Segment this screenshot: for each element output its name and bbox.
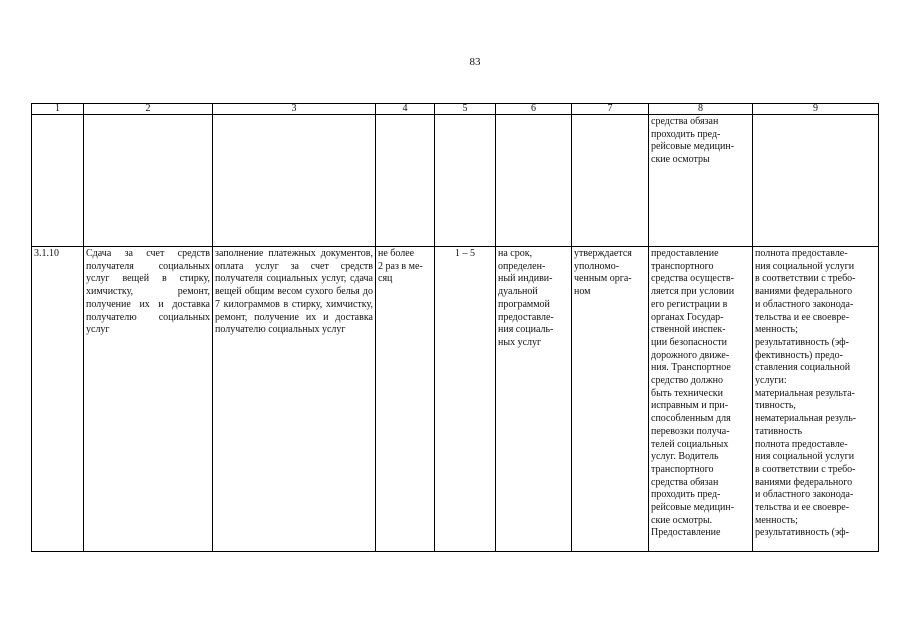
empty-cell: [435, 115, 496, 247]
column-number-row: [32, 104, 879, 115]
continued-conditions-cell: средства обязан проходить пред- рейсовые медицин- ские осмотры: [649, 115, 753, 247]
column-header: 2: [84, 104, 213, 115]
column-header: 8: [649, 104, 753, 115]
conditions-cell: предоставление транспортного средства осуществ- ляется при условии его регистрации в органах Государ- ственной инспек- ции безопасности дорожного движе- ния. Транспортное средство должно быть технически исправным и при- способленным для перевозки получа- телей социальных услуг. Водитель транспортного средства обязан проходить пред- рейсовые медицин- ские осмотры. Предоставление: [649, 247, 753, 552]
column-header: 4: [376, 104, 435, 115]
units-cell: 1 – 5: [435, 247, 496, 552]
term-cell: на срок, определен- ный индиви- дуальной программой предоставле- ния социаль- ных услуг: [496, 247, 572, 552]
empty-cell: [376, 115, 435, 247]
column-header: 7: [572, 104, 649, 115]
column-header: 6: [496, 104, 572, 115]
column-header: 9: [753, 104, 879, 115]
empty-cell: [84, 115, 213, 247]
column-header: 5: [435, 104, 496, 115]
empty-cell: [213, 115, 376, 247]
quality-indicators-cell: полнота предоставле- ния социальной услуги в соответствии с требо- ваниями федерального и областного законода- тельства и ее своевре- менность; результативность (эф- фективность) предо- ставления социальной услуги: материальная результа- тивность, нематериальная резуль- тативность полнота предоставле- ния социальной услуги в соответствии с требо- ваниями федерального и областного законода- тельства и ее своевре- менность; результативность (эф-: [753, 247, 879, 552]
service-code-cell: 3.1.10: [32, 247, 84, 552]
column-header: 3: [213, 104, 376, 115]
service-description-cell: заполнение платежных документов, оплата услуг за счет средств получателя социальных услуг, сдача вещей общим весом сухого белья до 7 килограммов в стирку, химчистку, ремонт, получение их и доставка получателю социальных услуг: [213, 247, 376, 552]
approval-cell: утверждается уполномо- ченным орга- ном: [572, 247, 649, 552]
continuation-row: [32, 115, 879, 247]
service-name-cell: Сдача за счет средств получателя социальных услуг вещей в стирку, химчистку, ремонт, получение их и доставка получателю социальных услуг: [84, 247, 213, 552]
column-header: 1: [32, 104, 84, 115]
empty-cell: [572, 115, 649, 247]
standards-table: [31, 103, 879, 552]
page-number: 83: [469, 56, 481, 68]
table-row: [32, 247, 879, 552]
empty-cell: [496, 115, 572, 247]
empty-cell: [32, 115, 84, 247]
empty-cell: [753, 115, 879, 247]
frequency-cell: не более 2 раз в ме- сяц: [376, 247, 435, 552]
